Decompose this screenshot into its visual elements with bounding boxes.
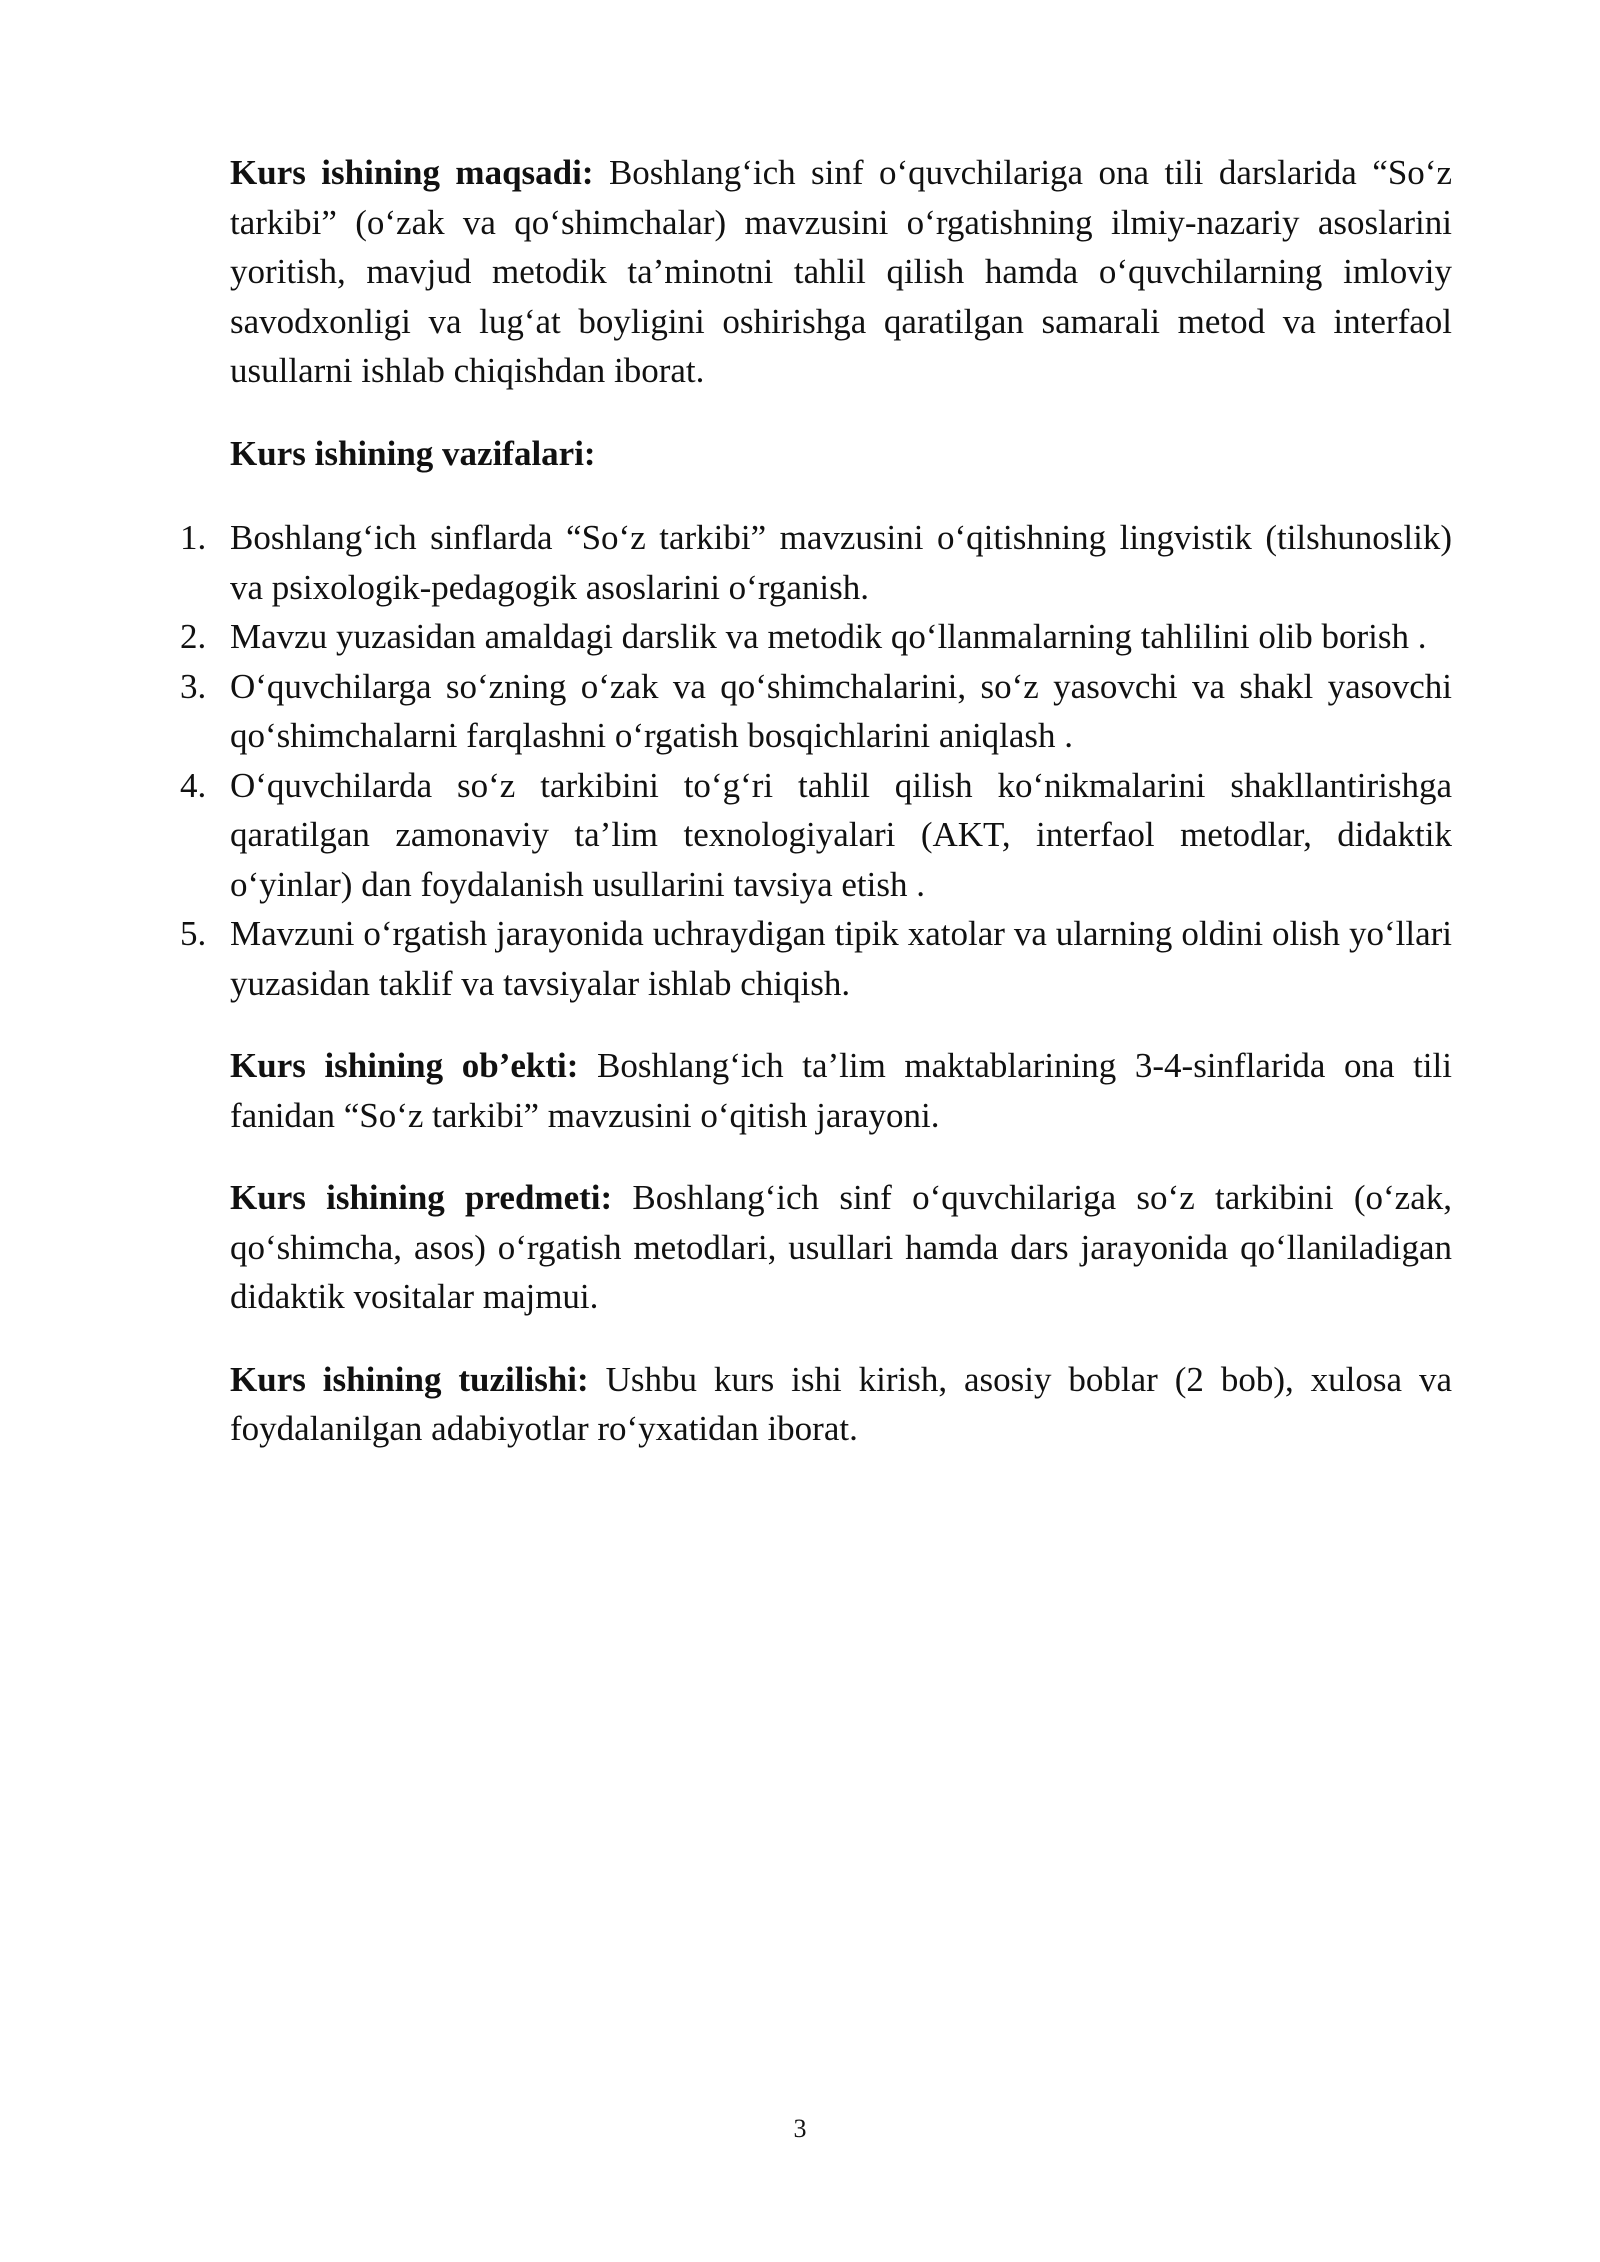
- goal-text: Boshlang‘ich sinf o‘quvchilariga ona tili darslarida “So‘z tarkibi” (o‘zak va qo‘shimchalar) mavzusini o‘rgatishning ilmiy-nazariy asoslarini yoritish, mavjud metodik ta’minotni tahlil qilish hamda o‘quvchilarning imloviy savodxonligi va lug‘at boyligini oshirishga qaratilgan samarali metod va interfaol usullarni ishlab chiqishdan iborat.: [230, 153, 1452, 390]
- page-number: 3: [793, 2114, 807, 2143]
- task-item: [180, 909, 1452, 1008]
- structure-text: Ushbu kurs ishi kirish, asosiy boblar (2 bob), xulosa va foydalanilgan adabiyotlar ro‘yxatidan iborat.: [230, 1359, 1452, 1448]
- page-content: [180, 148, 1452, 1487]
- task-item: [180, 662, 1452, 761]
- tasks-list: [180, 513, 1452, 1008]
- structure-label: Kurs ishining tuzilishi:: [230, 1359, 589, 1399]
- task-text: Mavzuni o‘rgatish jarayonida uchraydigan tipik xatolar va ularning oldini olish yo‘llari yuzasidan taklif va tavsiyalar ishlab chiqish.: [230, 914, 1452, 1003]
- subject-paragraph: [230, 1173, 1452, 1322]
- task-text: O‘quvchilarda so‘z tarkibini to‘g‘ri tahlil qilish ko‘nikmalarini shakllantirishga qaratilgan zamonaviy ta’lim texnologiyalari (AKT, interfaol metodlar, didaktik o‘yinlar) dan foydalanish usullarini tavsiya etish .: [230, 765, 1452, 904]
- tasks-heading: Kurs ishining vazifalari:: [230, 433, 596, 473]
- task-item: [180, 761, 1452, 910]
- object-label: Kurs ishining ob’ekti:: [230, 1046, 579, 1085]
- task-number: 2.: [180, 617, 207, 656]
- task-number: 4.: [180, 765, 207, 805]
- goal-paragraph: [230, 148, 1452, 396]
- task-item: [180, 612, 1452, 662]
- structure-paragraph: [230, 1355, 1452, 1454]
- task-number: 1.: [180, 518, 207, 557]
- subject-text: Boshlang‘ich sinf o‘quvchilariga so‘z tarkibini (o‘zak, qo‘shimcha, asos) o‘rgatish metodlari, usullari hamda dars jarayonida qo‘llaniladigan didaktik vositalar majmui.: [230, 1178, 1452, 1316]
- goal-label: Kurs ishining maqsadi:: [230, 153, 594, 192]
- task-text: O‘quvchilarga so‘zning o‘zak va qo‘shimchalarini, so‘z yasovchi va shakl yasovchi qo‘shimchalarni farqlashni o‘rgatish bosqichlarini aniqlash .: [230, 666, 1452, 755]
- object-text: Boshlang‘ich ta’lim maktablarining 3-4-sinflarida ona tili fanidan “So‘z tarkibi” mavzusini o‘qitish jarayoni.: [230, 1046, 1452, 1135]
- task-text: Mavzu yuzasidan amaldagi darslik va metodik qo‘llanmalarning tahlilini olib borish .: [230, 617, 1427, 656]
- task-item: [180, 513, 1452, 612]
- object-paragraph: [230, 1041, 1452, 1140]
- subject-label: Kurs ishining predmeti:: [230, 1178, 613, 1217]
- task-number: 5.: [180, 914, 207, 953]
- task-number: 3.: [180, 666, 207, 706]
- task-text: Boshlang‘ich sinflarda “So‘z tarkibi” mavzusini o‘qitishning lingvistik (tilshunoslik) va psixologik-pedagogik asoslarini o‘rganish.: [230, 518, 1452, 607]
